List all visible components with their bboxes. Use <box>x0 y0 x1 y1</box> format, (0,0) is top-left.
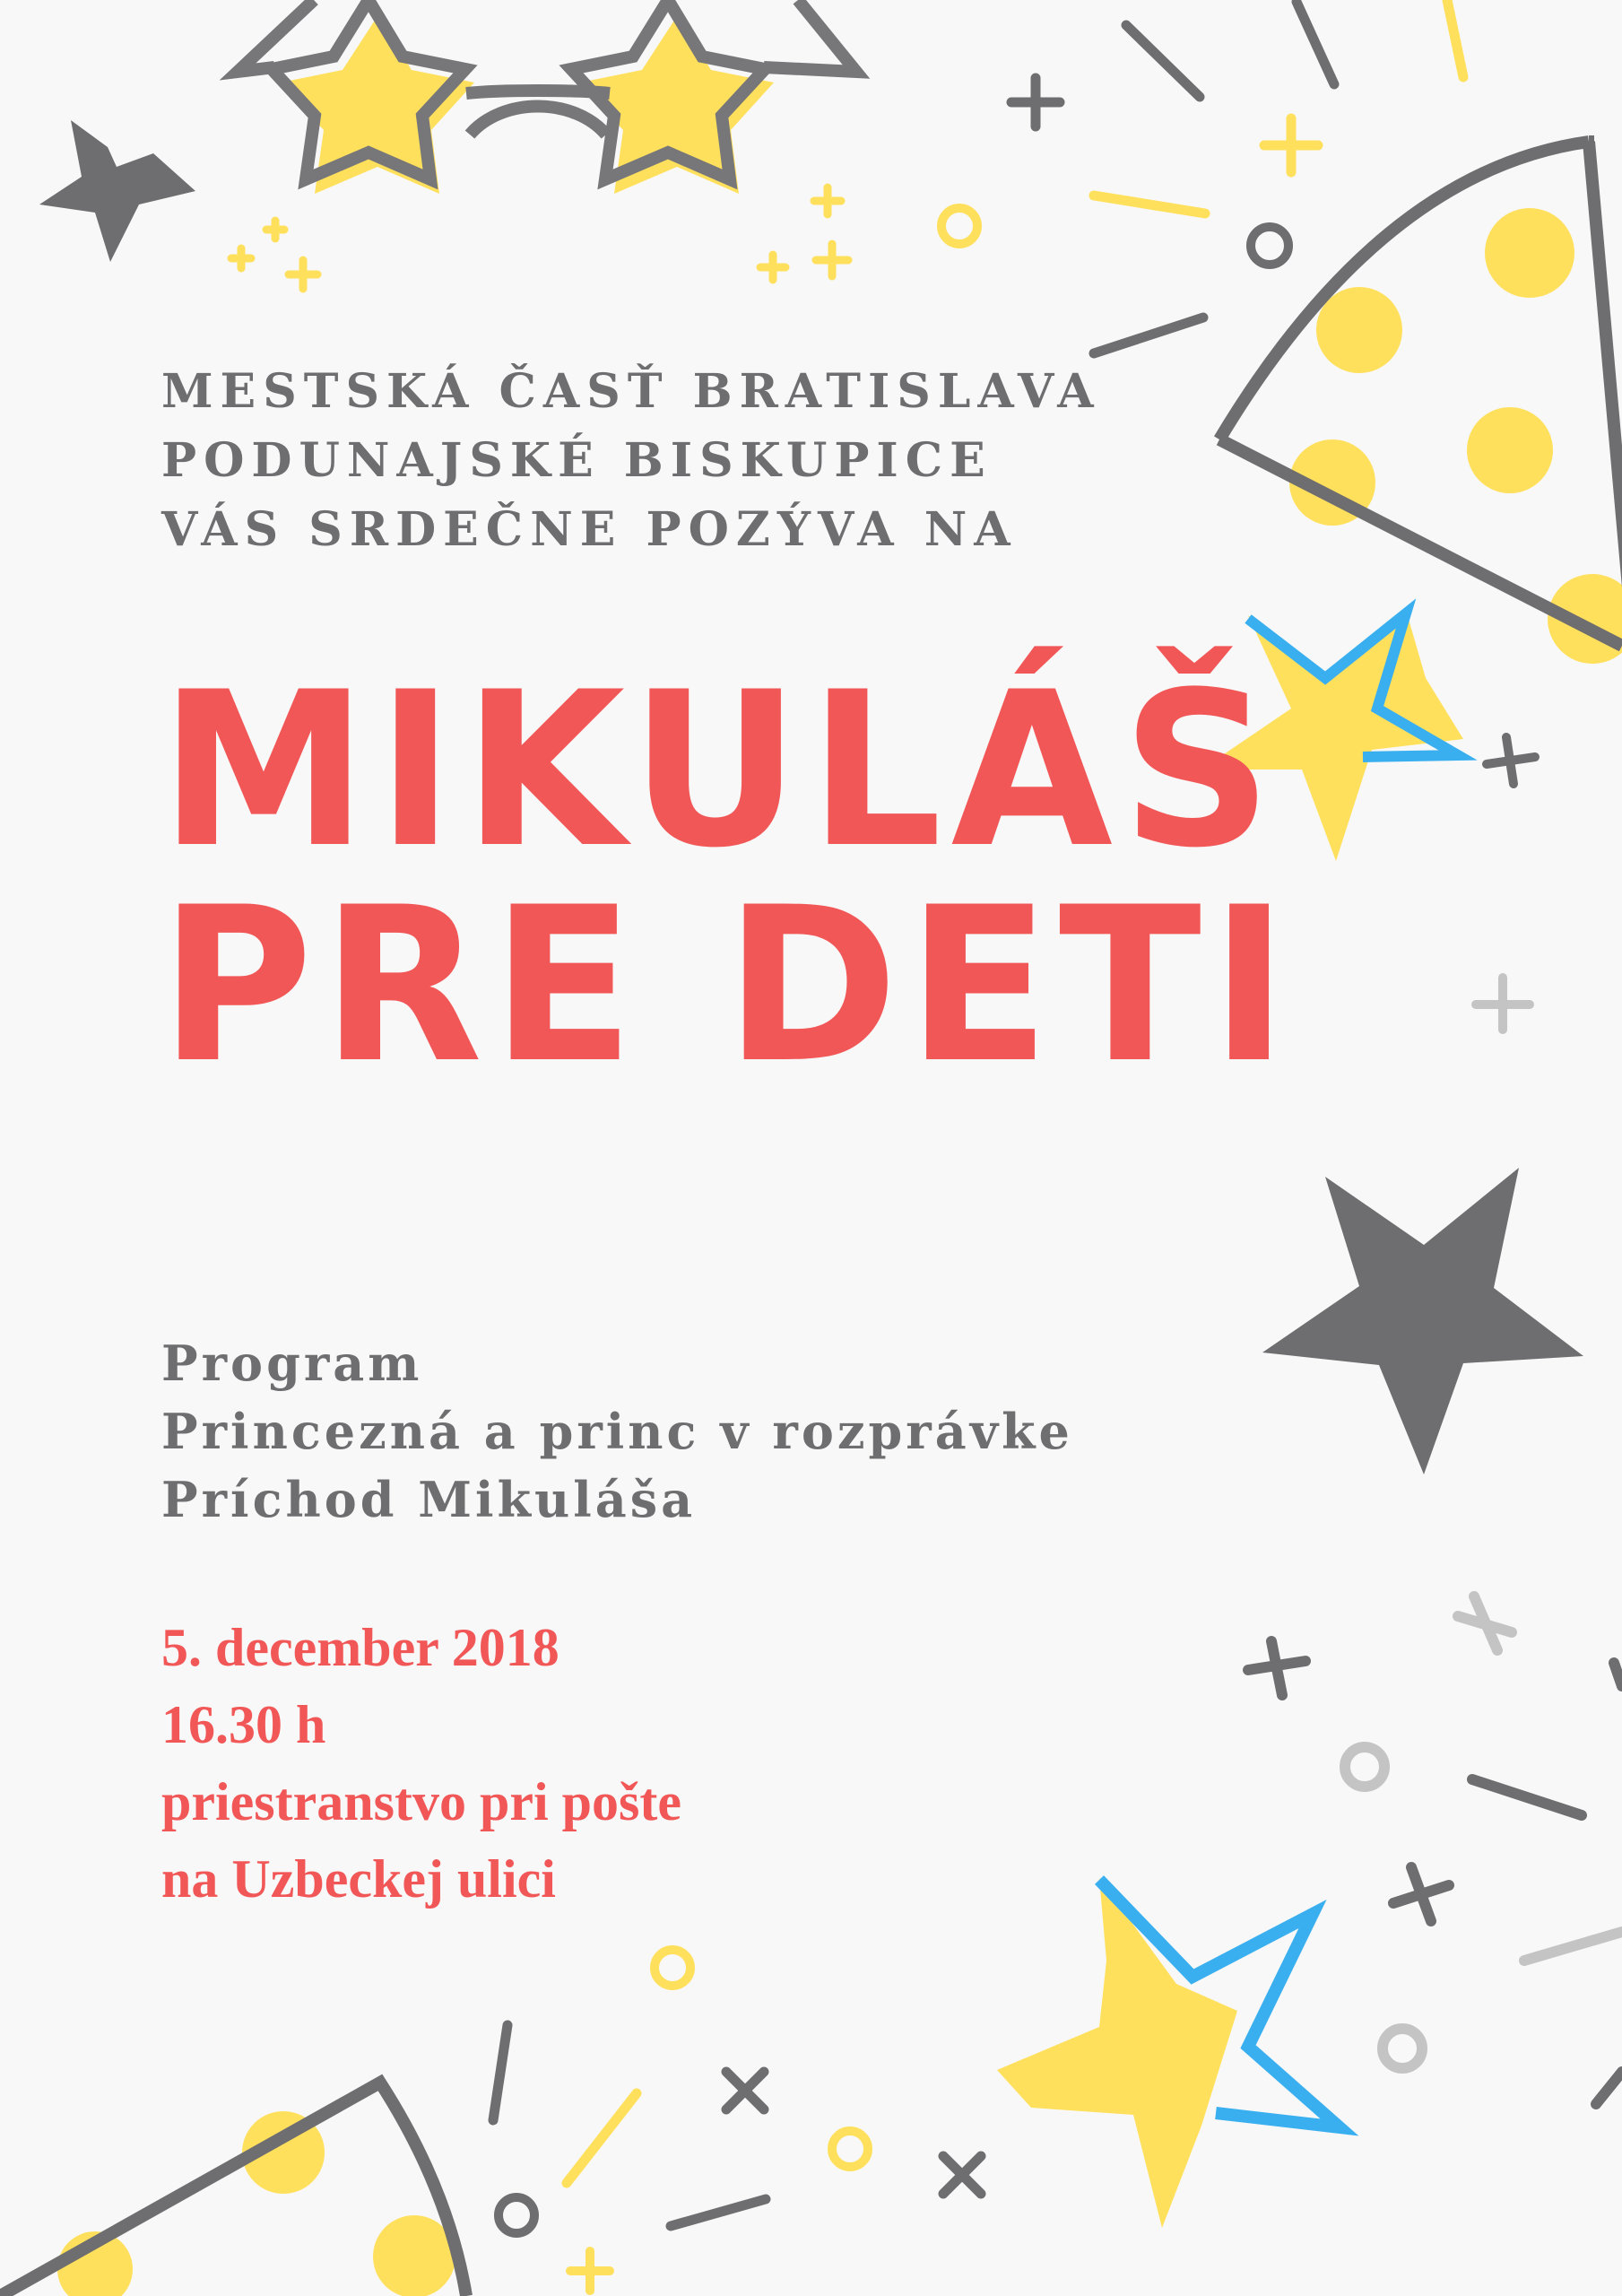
star-icon <box>997 1878 1340 2228</box>
party-hat-icon <box>1219 142 1622 664</box>
program-item: Princezná a princ v rozprávke <box>161 1403 1073 1460</box>
program-section <box>161 1329 1073 1534</box>
star-icon <box>1262 1168 1583 1474</box>
plus-icon <box>1476 737 1535 1030</box>
star-glasses-icon <box>238 0 856 194</box>
title-line-1: MIKULÁŠ <box>160 647 1281 895</box>
star-icon <box>39 120 195 262</box>
plus-icon <box>231 187 848 289</box>
event-details <box>161 1609 681 1918</box>
event-place-line-1: priestranstvo pri pošte <box>161 1772 681 1831</box>
program-item: Príchod Mikuláša <box>161 1471 697 1528</box>
title-line-2: PRE DETI <box>160 862 1297 1110</box>
event-time: 16.30 h <box>161 1695 326 1754</box>
confetti-shapes <box>493 1950 981 2291</box>
event-title <box>160 647 1297 1110</box>
program-heading: Program <box>161 1335 423 1392</box>
intro-text <box>161 357 1101 564</box>
intro-line-borough: PODUNAJSKÉ BISKUPICE <box>161 433 993 488</box>
event-date: 5. december 2018 <box>161 1618 559 1677</box>
party-hat-icon <box>0 2083 466 2296</box>
intro-line-invitation: VÁS SRDEČNE POZÝVA NA <box>161 502 1018 557</box>
intro-line-district: MESTSKÁ ČASŤ BRATISLAVA <box>161 364 1101 419</box>
confetti-shapes <box>1248 1596 1622 2104</box>
event-place-line-2: na Uzbeckej ulici <box>161 1849 556 1909</box>
